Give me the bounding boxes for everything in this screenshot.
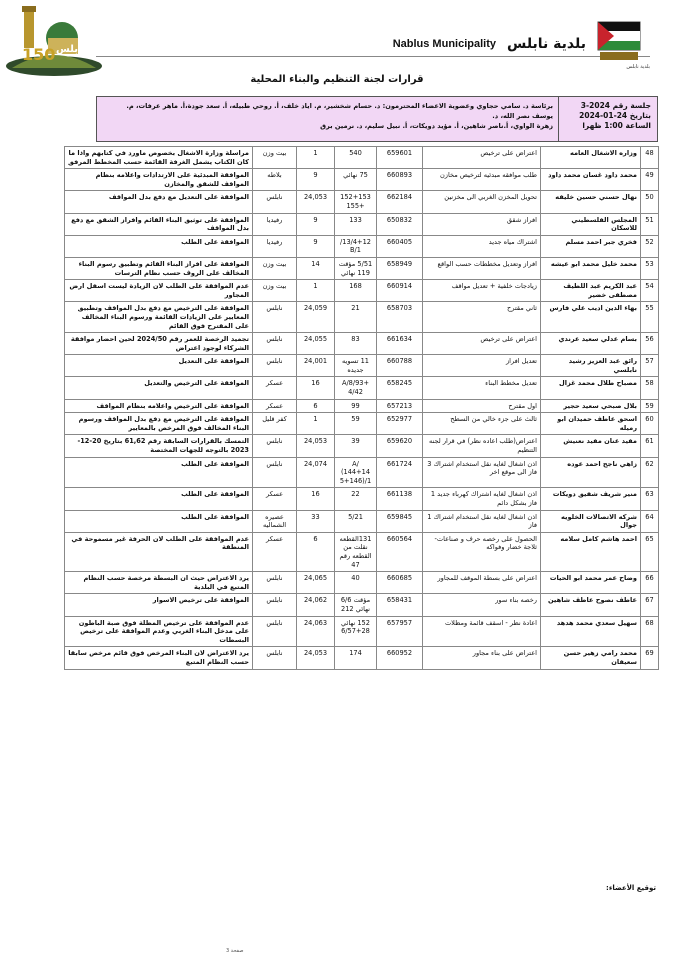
block-number: 24,053	[297, 647, 335, 669]
applicant-name: وضاح عمر محمد ابو الحيات	[541, 572, 641, 594]
applicant-name: محمد خليل محمد ابو عيشه	[541, 257, 641, 279]
area-name: عسكر	[253, 377, 297, 399]
members-line-2: زهرة الواوي، أ.ناصر شاهين، أ. مؤيد دويكات، أ. نبيل سليم، د. نرمين برق	[320, 122, 553, 130]
plot-number: 13/4+12/ B/1	[335, 235, 377, 257]
applicant-name: محمد داود غسان محمد داود	[541, 169, 641, 191]
area-name: عسكر	[253, 399, 297, 413]
plot-number: 11 تسويه جديده	[335, 355, 377, 377]
request-subject: اشتراك مياه جديد	[423, 235, 541, 257]
block-number: 24,053	[297, 435, 335, 457]
block-number: 1	[297, 413, 335, 435]
committee-decision: الموافقة على ترخيص الاسوار	[65, 594, 253, 616]
municipality-name-ar: بلدية نابلس	[507, 36, 586, 52]
row-number: 63	[641, 488, 659, 510]
applicant-name: زاهي ناجح احمد عوده	[541, 457, 641, 488]
plot-number: 75 نهائي	[335, 169, 377, 191]
row-number: 53	[641, 257, 659, 279]
area-name: نابلس	[253, 572, 297, 594]
session-number: جلسة رقم 2024-3	[580, 101, 651, 110]
committee-decision: يرد الاعتراض لان البناء المرخص فوق قائم مرخص سابقا حسب النظام المتبع	[65, 647, 253, 669]
row-number: 64	[641, 510, 659, 532]
file-number: 660893	[377, 169, 423, 191]
row-number: 67	[641, 594, 659, 616]
block-number: 24,059	[297, 302, 335, 333]
request-subject: اذن اشغال لغايه اشتراك كهرباء جديد 1 فاز بشكل دائم	[423, 488, 541, 510]
applicant-name: محمد رامي زهير حسن سعيفان	[541, 647, 641, 669]
row-number: 55	[641, 302, 659, 333]
applicant-name: مصباح طلال محمد غزال	[541, 377, 641, 399]
block-number: 24,001	[297, 355, 335, 377]
request-subject: اعادة نظر - اسقف قائمة ومظلات	[423, 616, 541, 647]
plot-number: 83	[335, 333, 377, 355]
area-name: رفيديا	[253, 235, 297, 257]
table-row	[65, 594, 659, 616]
row-number: 62	[641, 457, 659, 488]
file-number: 657957	[377, 616, 423, 647]
row-number: 51	[641, 213, 659, 235]
table-row	[65, 302, 659, 333]
plot-number: 5/21	[335, 510, 377, 532]
plot-number: 5/51 مؤقت 119 نهائي	[335, 257, 377, 279]
file-number: 657213	[377, 399, 423, 413]
block-number: 9	[297, 213, 335, 235]
file-number: 660405	[377, 235, 423, 257]
area-name: عسكر	[253, 532, 297, 571]
page-number: صفحة 3	[226, 948, 244, 954]
emblem-caption: بلدية نابلس	[626, 64, 650, 70]
session-info	[565, 101, 651, 131]
committee-decision: التمسك بالقرارات السابقة رقم 61,62 بتاريخ 20-12-2023 بالتوجه للجهات المختصة	[65, 435, 253, 457]
header-rule	[96, 56, 650, 57]
block-number: 16	[297, 488, 335, 510]
decisions-table-body	[65, 147, 659, 670]
plot-number: 59	[335, 413, 377, 435]
area-name: كفر قليل	[253, 413, 297, 435]
plot-number: 152 نهائي 28+6/57	[335, 616, 377, 647]
file-number: 658703	[377, 302, 423, 333]
request-subject: اعتراض على بناء مجاور	[423, 647, 541, 669]
file-number: 660685	[377, 572, 423, 594]
table-row	[65, 510, 659, 532]
decisions-table	[64, 146, 659, 670]
committee-decision: الموافقة على الطلب	[65, 457, 253, 488]
area-name: نابلس	[253, 355, 297, 377]
plot-number: 168	[335, 280, 377, 302]
committee-decision: الموافقة على الترخيص والتعديل	[65, 377, 253, 399]
block-number: 6	[297, 532, 335, 571]
request-subject: ثالث على جزء خالي من السطح	[423, 413, 541, 435]
request-subject: اعتراض على بسطة الموقف للمجاور	[423, 572, 541, 594]
request-subject: رخصه بناء سور	[423, 594, 541, 616]
signatures-label: توقيع الأعضاء:	[606, 884, 656, 892]
session-date: بتاريخ 24-01-2024	[579, 111, 651, 120]
request-subject: زيادجات خلفية + تعديل مواقف	[423, 280, 541, 302]
area-name: عسكر	[253, 488, 297, 510]
plot-number: A/ (144+14 5+146)/1	[335, 457, 377, 488]
committee-decision: الموافقة على الطلب	[65, 488, 253, 510]
file-number: 660564	[377, 532, 423, 571]
plot-number: 39	[335, 435, 377, 457]
block-number: 24,065	[297, 572, 335, 594]
file-number: 659601	[377, 147, 423, 169]
members-line-1: برئاسة د. سامي حجاوي وعضوية الاعضاء المحترمون: د. حسام شخشير، م. اياد خلف، أ. روحي طبيله، أ. سعد جودة،أ. ماهر عرفات، م. يوسف نصر الله، د.	[126, 102, 553, 120]
table-row	[65, 377, 659, 399]
committee-decision: الموافقة على افراز البناء القائم وتطبيق رسوم البناء المخالف على الروف حسب نظام الترسات	[65, 257, 253, 279]
committee-decision: الموافقة على توثيق البناء القائم وافراز الشقق مع دفع بدل المواقف	[65, 213, 253, 235]
table-row	[65, 355, 659, 377]
applicant-name: بسام عدلي سعيد عرندي	[541, 333, 641, 355]
committee-decision: عدم الموافقة على الطلب لان الحرفة غير مسموحة في المنطقة	[65, 532, 253, 571]
plot-number: 133	[335, 213, 377, 235]
table-row	[65, 647, 659, 669]
block-number: 6	[297, 399, 335, 413]
committee-decision: مراسلة وزارة الاشغال بخصوص ماورد في كتابهم واذا ما كان الكتاب يشمل الغرفة القائمة حسب المخطط المرفق	[65, 147, 253, 169]
committee-decision: الموافقة على التعديل مع دفع بدل المواقف	[65, 191, 253, 213]
block-number: 33	[297, 510, 335, 532]
file-number: 661138	[377, 488, 423, 510]
file-number: 650832	[377, 213, 423, 235]
table-row	[65, 488, 659, 510]
row-number: 66	[641, 572, 659, 594]
file-number: 661724	[377, 457, 423, 488]
request-subject: اول مقترح	[423, 399, 541, 413]
request-subject: طلب موافقه مبدئيه لترخيص مخازن	[423, 169, 541, 191]
area-name: نابلس	[253, 302, 297, 333]
row-number: 56	[641, 333, 659, 355]
request-subject: تعديل افراز	[423, 355, 541, 377]
block-number: 16	[297, 377, 335, 399]
request-subject: اذن اشغال لغايه نقل استخدام اشتراك 1 فاز	[423, 510, 541, 532]
committee-decision: الموافقة على الترخيص مع دفع بدل المواقف وتطبيق المعايير على الزيادات القائمة ورسوم البناء المخالف على المقترح فوق القائم	[65, 302, 253, 333]
committee-decision: الموافقة على الترخيص مع دفع بدل المواقف ورسوم البناء المخالف فوق المرخص بالمعايير	[65, 413, 253, 435]
applicant-name: منير شريف شفيق دويكات	[541, 488, 641, 510]
file-number: 659845	[377, 510, 423, 532]
applicant-name: عبد الكريم عبد اللطيف مصطفى خضير	[541, 280, 641, 302]
committee-decision: الموافقة على الترخيص واعلامه بنظام المواقف	[65, 399, 253, 413]
plot-number: 99	[335, 399, 377, 413]
session-time: الساعة 1:00 ظهرا	[582, 121, 651, 130]
committee-decision: تجميد الرخصة للعمر رقم 2024/50 لحين احضار موافقة الشركاء لوجود اعتراض	[65, 333, 253, 355]
table-row	[65, 333, 659, 355]
request-subject: اذن اشغال لغايه نقل استخدام اشتراك 3 فاز الى موقع اخر	[423, 457, 541, 488]
session-members	[105, 101, 553, 131]
file-number: 652977	[377, 413, 423, 435]
block-number: 24,074	[297, 457, 335, 488]
area-name: عصيره الشماليه	[253, 510, 297, 532]
table-row	[65, 435, 659, 457]
committee-decision: الموافقة على التعديل	[65, 355, 253, 377]
applicant-name: رائق عبد العزيز رشيد نابلسي	[541, 355, 641, 377]
table-row	[65, 213, 659, 235]
nablus-150-logo-icon	[4, 2, 104, 80]
plot-number: 174	[335, 647, 377, 669]
applicant-name: فخري جبر احمد مسلم	[541, 235, 641, 257]
row-number: 50	[641, 191, 659, 213]
file-number: 658431	[377, 594, 423, 616]
file-number: 658245	[377, 377, 423, 399]
file-number: 659620	[377, 435, 423, 457]
row-number: 48	[641, 147, 659, 169]
table-row	[65, 235, 659, 257]
table-row	[65, 147, 659, 169]
row-number: 60	[641, 413, 659, 435]
plot-number: 540	[335, 147, 377, 169]
applicant-name: شركه الاتصالات الخلويه جوال	[541, 510, 641, 532]
request-subject: ثاني مقترح	[423, 302, 541, 333]
municipality-emblem-icon	[594, 14, 644, 64]
area-name: بلاطه	[253, 169, 297, 191]
area-name: نابلس	[253, 191, 297, 213]
file-number: 660788	[377, 355, 423, 377]
row-number: 58	[641, 377, 659, 399]
applicant-name: احمد هاشم كامل سلامه	[541, 532, 641, 571]
applicant-name: المجلس الفلسطيني للاسكان	[541, 213, 641, 235]
row-number: 61	[641, 435, 659, 457]
file-number: 662184	[377, 191, 423, 213]
applicant-name: نهال حسني حسين خليفه	[541, 191, 641, 213]
table-row	[65, 457, 659, 488]
row-number: 54	[641, 280, 659, 302]
row-number: 68	[641, 616, 659, 647]
area-name: رفيديا	[253, 213, 297, 235]
block-number: 14	[297, 257, 335, 279]
area-name: بيت وزن	[253, 280, 297, 302]
request-subject: الحصول على رخصه حرف و صناعات- ثلاجة خضار وفواكه	[423, 532, 541, 571]
committee-decision: الموافقة على الطلب	[65, 510, 253, 532]
committee-decision: يرد الاعتراض حيث ان البسطة مرخصة حسب النظام المتبع في البلدية	[65, 572, 253, 594]
row-number: 59	[641, 399, 659, 413]
table-row	[65, 280, 659, 302]
applicant-name: سهيل سعدي محمد هدهد	[541, 616, 641, 647]
plot-number: 152+153 +155	[335, 191, 377, 213]
svg-text:150: 150	[22, 45, 56, 64]
request-subject: تعديل مخطط البناء	[423, 377, 541, 399]
applicant-name: عاطف نصوح عاطف شاهين	[541, 594, 641, 616]
plot-number: A/8/93+ 4/42	[335, 377, 377, 399]
committee-decision: الموافقة على الطلب	[65, 235, 253, 257]
document-title: قرارات لجنة التنظيم والبناء المحلية	[250, 74, 424, 85]
applicant-name: مفيد عنان مفيد نعنيش	[541, 435, 641, 457]
block-number: 24,053	[297, 191, 335, 213]
block-number: 24,055	[297, 333, 335, 355]
applicant-name: بهاء الدين اديب علي فارس	[541, 302, 641, 333]
plot-number: 131القطعه نقلت من القطعه رقم 47	[335, 532, 377, 571]
request-subject: افراز وتعديل مخططات حسب الواقع	[423, 257, 541, 279]
table-row	[65, 257, 659, 279]
area-name: بيت وزن	[253, 147, 297, 169]
plot-number: 21	[335, 302, 377, 333]
applicant-name: وزاره الاشغال العامه	[541, 147, 641, 169]
applicant-name: بلال صبحي سعيد حجير	[541, 399, 641, 413]
block-number: 1	[297, 280, 335, 302]
plot-number: 22	[335, 488, 377, 510]
row-number: 65	[641, 532, 659, 571]
municipality-name-en: Nablus Municipality	[392, 38, 496, 50]
block-number: 9	[297, 235, 335, 257]
committee-decision: عدم الموافقة على الطلب لان الزيادة ليست اسفل ارض المجاور	[65, 280, 253, 302]
plot-number: 40	[335, 572, 377, 594]
request-subject: افراز شقق	[423, 213, 541, 235]
request-subject: اعتراض(طلب اعاده نظر) في قرار لجنه التنظيم	[423, 435, 541, 457]
plot-number: مؤقت 6/6 نهائي 212	[335, 594, 377, 616]
request-subject: اعتراض على ترخيص	[423, 147, 541, 169]
table-row	[65, 169, 659, 191]
file-number: 660952	[377, 647, 423, 669]
block-number: 9	[297, 169, 335, 191]
session-box	[96, 96, 658, 142]
table-row	[65, 413, 659, 435]
area-name: نابلس	[253, 594, 297, 616]
block-number: 24,062	[297, 594, 335, 616]
request-subject: اعتراض على ترخيص	[423, 333, 541, 355]
area-name: نابلس	[253, 333, 297, 355]
area-name: نابلس	[253, 616, 297, 647]
table-row	[65, 399, 659, 413]
file-number: 661634	[377, 333, 423, 355]
block-number: 1	[297, 147, 335, 169]
row-number: 52	[641, 235, 659, 257]
request-subject: تحويل المخزن الغربي الى مخزنين	[423, 191, 541, 213]
session-divider	[558, 97, 559, 141]
row-number: 49	[641, 169, 659, 191]
svg-text:نابلس: نابلس	[56, 44, 86, 55]
applicant-name: اسحق عاطف حمیدان ابو رميله	[541, 413, 641, 435]
file-number: 660914	[377, 280, 423, 302]
area-name: نابلس	[253, 435, 297, 457]
table-row	[65, 572, 659, 594]
file-number: 658949	[377, 257, 423, 279]
block-number: 24,063	[297, 616, 335, 647]
area-name: نابلس	[253, 647, 297, 669]
row-number: 69	[641, 647, 659, 669]
table-row	[65, 532, 659, 571]
committee-decision: الموافقة المبدئية على الارتدادات واعلامه بنظام المواقف للشقق والمخازن	[65, 169, 253, 191]
row-number: 57	[641, 355, 659, 377]
area-name: نابلس	[253, 457, 297, 488]
table-row	[65, 616, 659, 647]
page-header	[0, 0, 674, 72]
area-name: بيت وزن	[253, 257, 297, 279]
committee-decision: عدم الموافقة على ترخيص المظلة فوق صبة الباطون على مدخل البناء الغربي وعدم الموافقة على ترخيص البسطات	[65, 616, 253, 647]
table-row	[65, 191, 659, 213]
